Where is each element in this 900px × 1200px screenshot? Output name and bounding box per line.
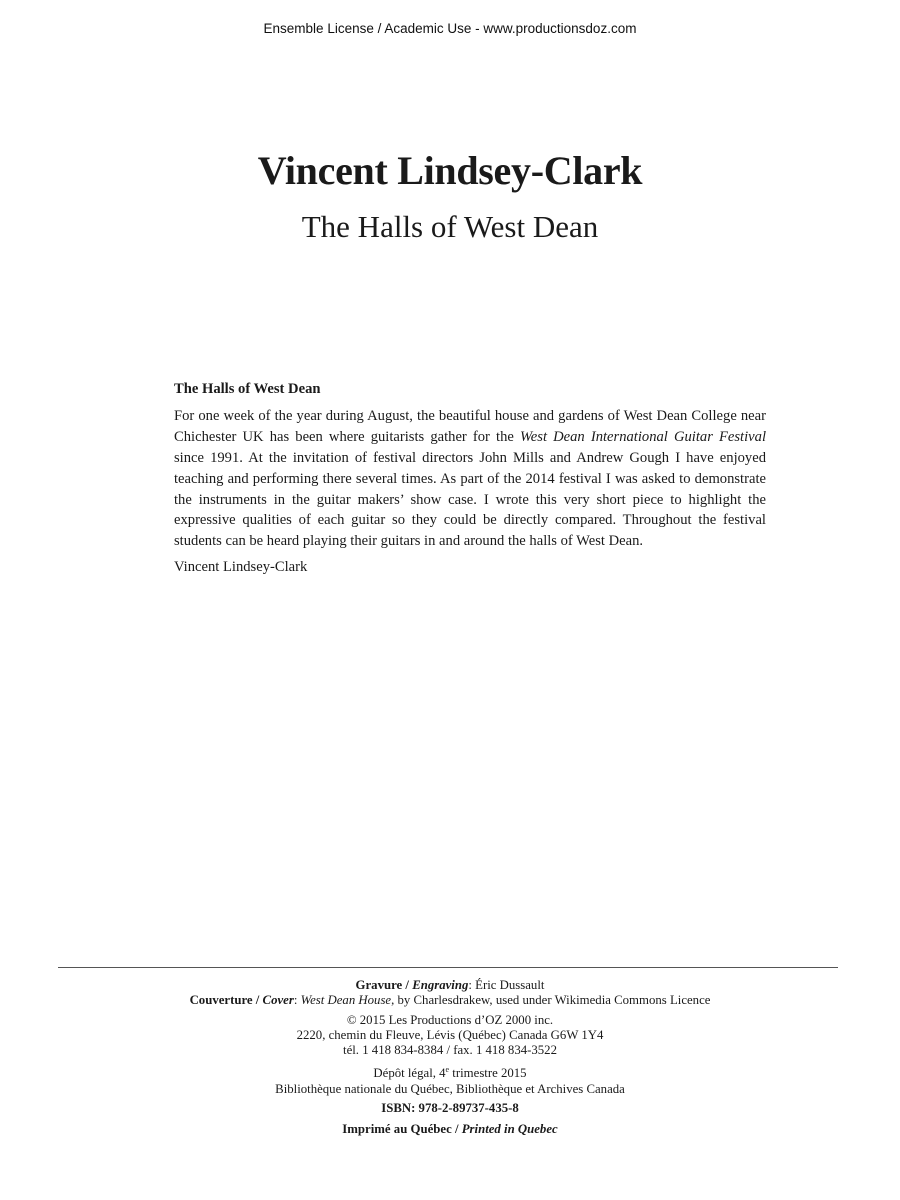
printed-in: [0, 1122, 900, 1137]
composer-name: Vincent Lindsey-Clark: [257, 148, 643, 193]
notes-heading: The Halls of West Dean: [174, 381, 321, 397]
copyright-line: © 2015 Les Productions d’OZ 2000 inc.: [346, 1012, 554, 1027]
printed-fr: Imprimé au Québec /: [342, 1122, 462, 1137]
festival-name: West Dean International Guitar Festival: [519, 428, 766, 445]
depot-suffix: trimestre 2015: [449, 1066, 527, 1081]
notes-body-part-2: since 1991. At the invitation of festival directors John Mills and Andrew Gough I have enjoyed teaching and performing there several times. As part of the 2014 festival I was asked to demonstrate the instruments in the guitar makers’ show case. I wrote this very short piece to highlight the expressive qualities of each guitar so they could be directly compared. Throughout the festival students can be heard playing their guitars in and around the halls of West Dean.: [174, 449, 766, 550]
engraving-value: : Éric Dussault: [468, 978, 545, 992]
footer-divider: [58, 967, 838, 968]
cover-sep: :: [293, 993, 301, 1008]
cover-credit: [0, 993, 900, 1008]
publisher-address: 2220, chemin du Fleuve, Lévis (Québec) Canada G6W 1Y4: [296, 1027, 604, 1042]
cover-label-en: Cover: [262, 993, 294, 1008]
colophon: [0, 978, 900, 1138]
isbn: ISBN: 978-2-89737-435-8: [381, 1101, 519, 1116]
notes-signature: Vincent Lindsey-Clark: [174, 559, 308, 576]
piece-title: The Halls of West Dean: [301, 209, 599, 244]
license-header: Ensemble License / Academic Use - www.productionsdoz.com: [263, 21, 637, 36]
engraving-credit: [0, 978, 900, 993]
notes-body: [174, 406, 766, 552]
legal-deposit: [0, 1062, 900, 1081]
engraving-label-en: Engraving: [412, 978, 469, 992]
cover-label-fr: Couverture /: [189, 993, 263, 1008]
engraving-label-fr: Gravure /: [355, 978, 413, 992]
printed-en: Printed in Quebec: [461, 1122, 558, 1137]
depot-prefix: Dépôt légal, 4: [373, 1066, 446, 1081]
cover-credit-text: , by Charlesdrakew, used under Wikimedia Commons Licence: [391, 993, 711, 1008]
publisher-phone: tél. 1 418 834-8384 / fax. 1 418 834-3522: [343, 1043, 557, 1058]
program-notes: [174, 379, 766, 578]
depot-ordinal: e: [445, 1065, 450, 1075]
notes-body-part-1: For one week of the year during August, the beautiful house and gardens of West Dean College near Chichester UK has been where guitarists gather for the: [174, 407, 766, 445]
cover-title: West Dean House: [300, 993, 392, 1008]
libraries-line: Bibliothèque nationale du Québec, Bibliothèque et Archives Canada: [275, 1081, 625, 1096]
